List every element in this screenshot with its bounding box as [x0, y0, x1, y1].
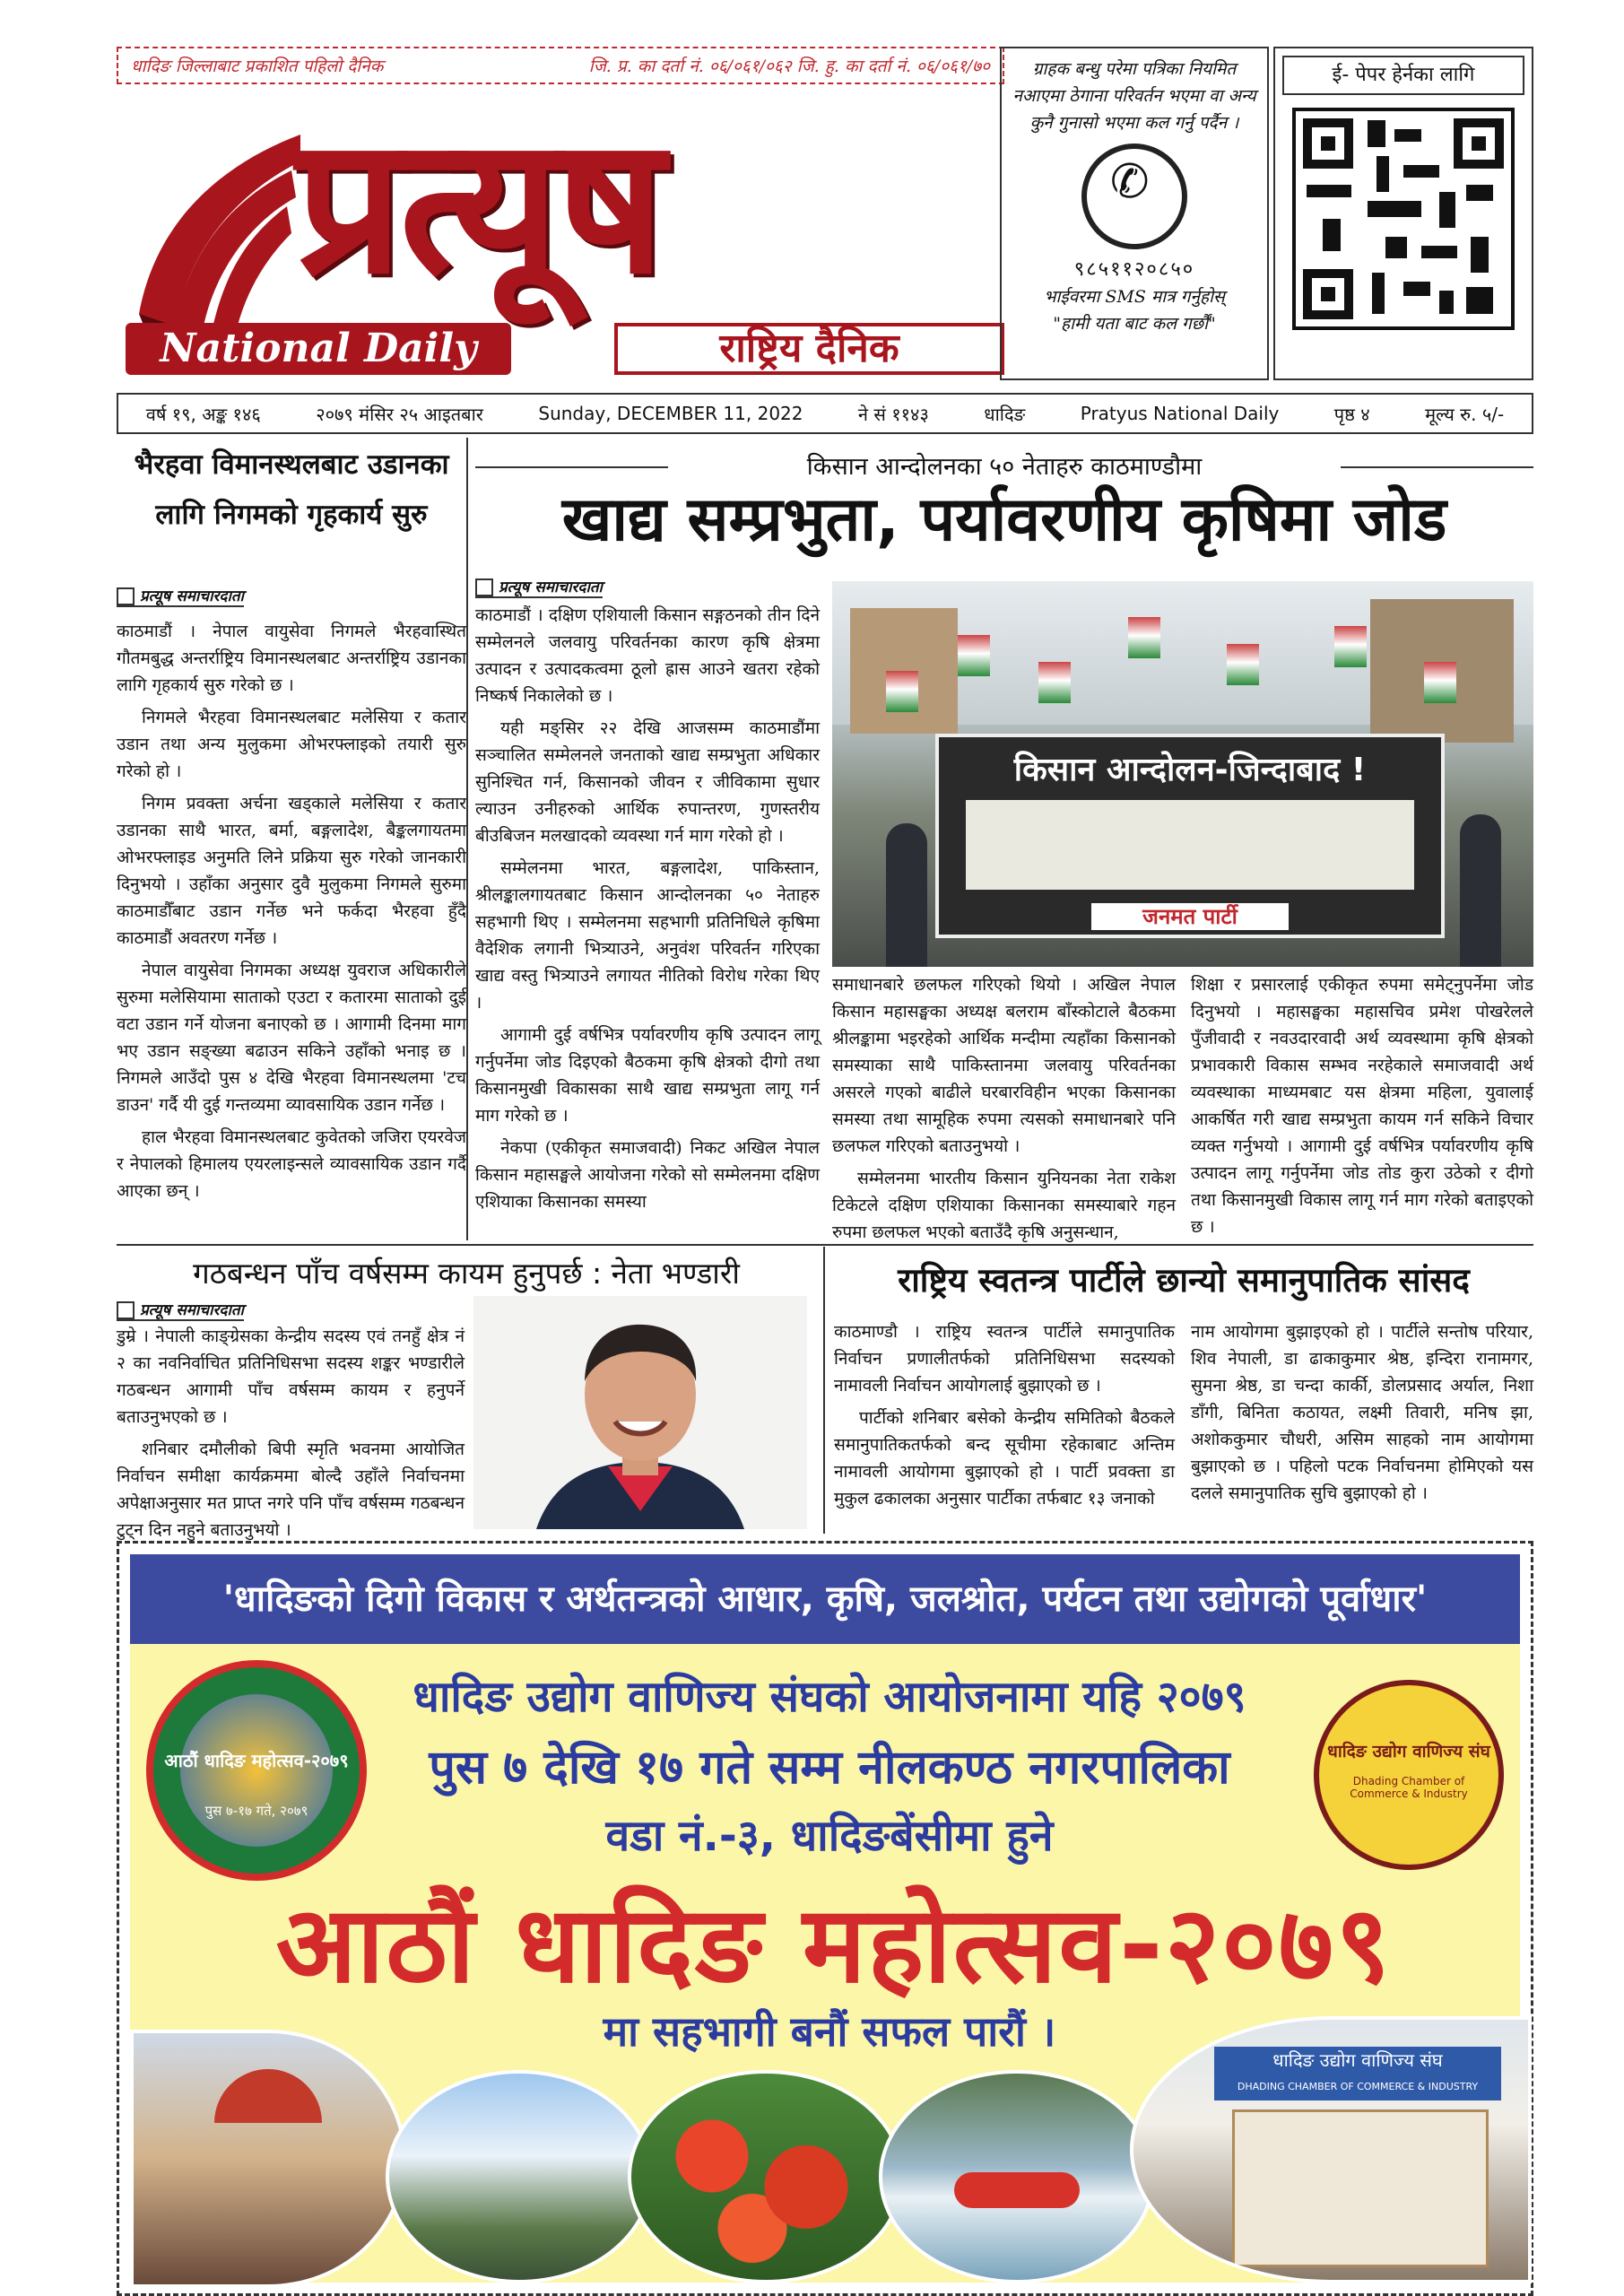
dateline-nepali-date: २०७९ मंसिर २५ आइतबार [316, 403, 483, 425]
mahotsav-advertisement [117, 1541, 1533, 2296]
rafting-photo [879, 2070, 1155, 2283]
notice-slogan: "हामी यता बाट कल गर्छौं" [1053, 314, 1216, 334]
farmers-rally-photo [832, 581, 1533, 967]
top-strip [117, 47, 1004, 84]
main-story-col2 [832, 971, 1176, 1251]
dateline-page: पृष्ठ ४ [1333, 403, 1370, 425]
bottom-left-byline: प्रत्यूष समाचारदाता [117, 1299, 244, 1321]
dateline-place: धादिङ [984, 403, 1026, 425]
left-story [117, 585, 466, 1210]
ad-line-1: धादिङ उद्योग वाणिज्य संघको आयोजनामा यहि २०७९ [413, 1672, 1246, 1722]
bottom-right-headline: राष्ट्रिय स्वतन्त्र पार्टीले छान्यो समानुपातिक सांसद [898, 1261, 1470, 1300]
chamber-seal-icon [1314, 1680, 1504, 1870]
bottom-left-story [117, 1299, 465, 1549]
dateline-english-date: Sunday, DECEMBER 11, 2022 [538, 403, 803, 424]
ad-line-2: पुस ७ देखि १७ गते सम्म नीलकण्ठ नगरपालिका [429, 1741, 1230, 1795]
rally-banner [935, 734, 1445, 938]
mountain-photo [386, 2070, 653, 2283]
seal-right-title: धादिङ उद्योग वाणिज्य संघ [1327, 1742, 1490, 1761]
paragraph: काठमाण्डौ । राष्ट्रिय स्वतन्त्र पार्टीले समानुपातिक निर्वाचन प्रणालीतर्फको प्रतिनिधिसभा सदस्यको नामावली निर्वाचन आयोगलाई बुझाएको छ । [834, 1322, 1175, 1396]
main-story-headline: खाद्य सम्प्रभुता, पर्यावरणीय कृषिमा जोड [561, 484, 1447, 555]
left-story-body [117, 618, 466, 1205]
main-story-byline: प्रत्यूष समाचारदाता [475, 576, 603, 598]
paragraph: नाम आयोगमा बुझाइएको हो । पार्टीले सन्तोष परियार, शिव नेपाली, डा ढाकाकुमार श्रेष्ठ, इन्दिरा रानामगर, सुमना श्रेष्ठ, डा चन्दा कार्की, डोलप्रसाद अर्याल, निशा डाँगी, बिनिता कठायत, लक्ष्मी तिवारी, मनिष झा, अशोककुमार चौधरी, असिम साहको नाम आयोगमा बुझाएको छ । पहिलो पटक निर्वाचनमा होमिएको यस दलले समानुपातिक सुचि बुझाएको हो । [1191, 1322, 1533, 1503]
paragraph: हाल भैरहवा विमानस्थलबाट कुवेतको जजिरा एयरवेज र नेपालको हिमालय एयरलाइन्सले व्यावसायिक उडान गर्दै आएका छन् । [117, 1127, 466, 1201]
rashtriya-dainik-label: राष्ट्रिय दैनिक [614, 323, 1004, 375]
tomato-photo [628, 2070, 904, 2283]
notice-phone: ९८५११२०८५० [1073, 258, 1195, 281]
dateline-paper-name: Pratyus National Daily [1080, 403, 1280, 424]
seal-left-title: आठौं धादिङ महोत्सव-२०७९ [164, 1750, 349, 1771]
paragraph: समाधानबारे छलफल गरिएको थियो । अखिल नेपाल किसान महासङ्घका अध्यक्ष बलराम बाँस्कोटाले बैठकमा श्रीलङ्कामा भइरहेको आर्थिक मन्दीमा त्यहाँका किसानको समस्याका साथै पाकिस्तानमा जलवायु परिवर्तनका असरले गएको बाढीले घरबारविहीन भएका किसानका समस्या तथा सामूहिक रुपमा त्यसको समाधानबारे पनि छलफल गरिएको बताउनुभयो । [832, 975, 1176, 1156]
paragraph: निगमले भैरहवा विमानस्थलबाट मलेसिया र कतार उडान तथा अन्य मुलुकमा ओभरफ्लाइको तयारी सुरु गरेको हो । [117, 708, 466, 781]
paragraph: काठमाडौं । नेपाल वायुसेवा निगमले भैरहवास्थित गौतमबुद्ध अन्तर्राष्ट्रिय विमानस्थलबाट अन्तर्राष्ट्रिय उडानका लागि गृहकार्य सुरु गरेको छ । [117, 622, 466, 695]
viber-phone-icon: ✆ [1081, 144, 1187, 249]
rally-banner-party: जनमत पार्टी [1091, 903, 1289, 930]
paragraph: पार्टीको शनिबार बसेको केन्द्रीय समितिको बैठकले समानुपातिकतर्फको बन्द सूचीमा रहेकाबाट अन्तिम नामावली आयोगमा बुझाएको हो । पार्टी प्रवक्ता डा मुकुल ढकालका अनुसार पार्टीका तर्फबाट १३ जनाको [834, 1408, 1175, 1509]
paragraph: सम्मेलनमा भारत, बङ्गलादेश, पाकिस्तान, श्रीलङ्कालगायतबाट किसान आन्दोलनका ५० नेताहरु सहभागी थिए । सम्मेलनमा सहभागी प्रतिनिधिले कृषिमा वैदेशिक लगानी भित्र्याउने, अनुवंश परिवर्तन गरिएका खाद्य वस्तु भित्र्याउने लगायत नीतिको विरोध गरेका थिए । [475, 858, 820, 1013]
national-daily-label: National Daily [126, 323, 511, 375]
main-story-col3 [1191, 971, 1533, 1246]
dateline-price: मूल्य रु. ५/- [1425, 403, 1505, 425]
paragraph: सम्मेलनमा भारतीय किसान युनियनका नेता राकेश टिकेटले दक्षिण एशियाका किसानका समस्याबारे गहन रुपमा छलफल भएको बताउँदै कृषि अनुसन्धान, [832, 1169, 1176, 1242]
left-story-headline: भैरहवा विमानस्थलबाट उडानका लागि निगमको गृहकार्य सुरु [134, 448, 449, 531]
paragraph: शनिबार दमौलीको बिपी स्मृति भवनमा आयोजित निर्वाचन समीक्षा कार्यक्रममा बोल्दै उहाँले निर्वाचनमा अपेक्षाअनुसार मत प्राप्त नगरे पनि पाँच वर्षसम्म गठबन्धन टुट्न दिन नहुने बताउनुभयो । [117, 1439, 465, 1540]
registration-number: जि. प्र. का दर्ता नं. ०६/०६१/०६२ जि. हु. का दर्ता नं. ०६/०६१/७० [588, 57, 990, 76]
dateline-volume: वर्ष १९, अङ्क १४६ [145, 403, 261, 425]
main-story-kicker: किसान आन्दोलनका ५० नेताहरु काठमाण्डौमा [806, 453, 1203, 481]
bottom-right-col2 [1191, 1318, 1533, 1512]
paragraph: निगम प्रवक्ता अर्चना खड्काले मलेसिया र कतार उडानका साथै भारत, बर्मा, बङ्गलादेश, बैङ्कलगायतमा ओभरफ्लाइड अनुमति लिने प्रक्रिया सुरु गरेको जानकारी दिनुभयो । उहाँका अनुसार दुवै मुलुकमा निगमले सुरुमा काठमाडौँबाट उडान गर्नेछ भने फर्कदा भैरहवा हुँदै काठमाडौं अवतरण गर्नेछ । [117, 794, 466, 948]
masthead-logo: प्रत्यूष [296, 96, 662, 316]
left-story-byline: प्रत्यूष समाचारदाता [117, 585, 244, 607]
dateline-nepal-sambat: ने सं ११४३ [857, 403, 929, 425]
rally-banner-text: किसान आन्दोलन-जिन्दाबाद ! [1013, 752, 1367, 788]
notice-text: ग्राहक बन्धु परेमा पत्रिका नियमित नआएमा ठेगाना परिवर्तन भएमा वा अन्य कुनै गुनासो भएमा कल गर्नु पर्दैन । [1012, 59, 1256, 133]
building-sign-en: DHADING CHAMBER OF COMMERCE & INDUSTRY [1237, 2081, 1479, 2092]
subscriber-notice-box [1000, 47, 1269, 380]
epaper-label: ई- पेपर हेर्नका लागि [1282, 56, 1524, 95]
seal-left-date: पुस ७-१७ गते, २०७९ [204, 1803, 308, 1819]
paragraph: नेपाल वायुसेवा निगमका अध्यक्ष युवराज अधिकारीले सुरुमा मलेसियामा साताको एउटा र कतारमा साताको दुई वटा उडान गर्ने योजना बनाएको छ । आगामी दिनमा माग भए उडान सङ्ख्या बढाउन सकिने उहाँको भनाइ छ । निगमले आउँदो पुस ४ देखि भैरहवा विमानस्थलमा 'टच डाउन' गर्दै यी दुई गन्तव्यमा व्यावसायिक उडान गर्नेछ । [117, 961, 466, 1115]
festival-crowd-photo [130, 2030, 406, 2288]
paragraph: काठमाडौं । दक्षिण एशियाली किसान सङ्गठनको तीन दिने सम्मेलनले जलवायु परिवर्तनका कारण कृषि क्षेत्रमा उत्पादन र उत्पादकत्वमा ठूलो ह्रास आउने खतरा रहेको निष्कर्ष निकालेको छ । [475, 605, 820, 706]
column-divider [466, 438, 468, 1240]
ad-line-4: मा सहभागी बनौं सफल पारौं । [603, 2007, 1056, 2056]
bottom-right-col1 [834, 1318, 1175, 1518]
publisher-tagline: धादिङ जिल्लाबाट प्रकाशित पहिलो दैनिक [131, 57, 384, 76]
paragraph: डुम्रे । नेपाली काङ्ग्रेसका केन्द्रीय सदस्य एवं तनहुँ क्षेत्र नं २ का नवनिर्वाचित प्रतिनिधिसभा सदस्य शङ्कर भण्डारीले गठबन्धन आगामी पाँच वर्षसम्म कायम र हनुपर्ने बताउनुभएको छ । [117, 1326, 465, 1427]
qr-code-icon[interactable] [1292, 108, 1515, 330]
chamber-building-photo [1130, 2016, 1532, 2283]
ad-top-slogan: 'धादिङको दिगो विकास र अर्थतन्त्रको आधार, कृषि, जलश्रोत, पर्यटन तथा उद्योगको पूर्वाधार' [130, 1554, 1520, 1644]
main-story-col1 [475, 576, 820, 1221]
ad-festival-title: आठौं धादिङ महोत्सव-२०७९ [275, 1883, 1393, 2006]
column-divider [823, 1247, 825, 1534]
paragraph: नेकपा (एकीकृत समाजवादी) निकट अखिल नेपाल किसान महासङ्घले आयोजना गरेको सो सम्मेलनमा दक्षिण एशियाका किसानका समस्या [475, 1138, 820, 1212]
epaper-box [1273, 47, 1533, 380]
section-divider [117, 1244, 1533, 1246]
dateline-bar [117, 393, 1533, 434]
bottom-left-headline: गठबन्धन पाँच वर्षसम्म कायम हुनुपर्छ : नेता भण्डारी [193, 1256, 740, 1291]
paragraph: शिक्षा र प्रसारलाई एकीकृत रुपमा समेट्नुपर्नेमा जोड दिनुभयो । महासङ्घका महासचिव प्रमेश पोखरेलले पुँजीवादी र नवउदारवादी अर्थ व्यवस्थामा कृषि क्षेत्रको प्रभावकारी विकास सम्भव नरहेकाले समाजवादी अर्थ व्यवस्थाका माध्यमबाट यस क्षेत्रमा महिला, युवालाई आकर्षित गरी खाद्य सम्प्रभुता कायम गर्न सकिने विचार व्यक्त गर्नुभयो । आगामी दुई वर्षभित्र पर्यावरणीय कृषि उत्पादन लागू गर्नुपर्नेमा जोड तोड कुरा उठेको र दीगो तथा किसानमुखी विकास लागू गर्न माग गरेको बताइएको छ । [1191, 975, 1533, 1237]
ad-line-3: वडा नं.-३, धादिङबेंसीमा हुने [605, 1811, 1054, 1861]
building-sign-np: धादिङ उद्योग वाणिज्य संघ [1272, 2049, 1443, 2071]
seal-right-en: Dhading Chamber of Commerce & Industry [1350, 1775, 1468, 1800]
leader-portrait-photo [473, 1296, 807, 1529]
notice-sms: भाईवरमा SMS मात्र गर्नुहोस् [1044, 287, 1225, 307]
paragraph: आगामी दुई वर्षभित्र पर्यावरणीय कृषि उत्पादन लागू गर्नुपर्नेमा जोड दिइएको बैठकमा कृषि क्षेत्रको दीगो तथा किसानमुखी विकासका साथै खाद्य सम्प्रभुता लागू गर्न माग गरेको छ । [475, 1025, 820, 1126]
mahotsav-seal-icon [146, 1660, 367, 1881]
ad-body [130, 1644, 1520, 2283]
paragraph: यही मङ्सिर २२ देखि आजसम्म काठमाडौंमा सञ्चालित सम्मेलनले जनताको खाद्य सम्प्रभुता अधिकार सुनिश्चित गर्न, किसानको जीवन र जीविकामा सुधार ल्याउन उनीहरुको आर्थिक रुपान्तरण, गुणस्तरीय बीउबिजन मलखादको व्यवस्था गर्न माग गरेको हो । [475, 718, 820, 846]
